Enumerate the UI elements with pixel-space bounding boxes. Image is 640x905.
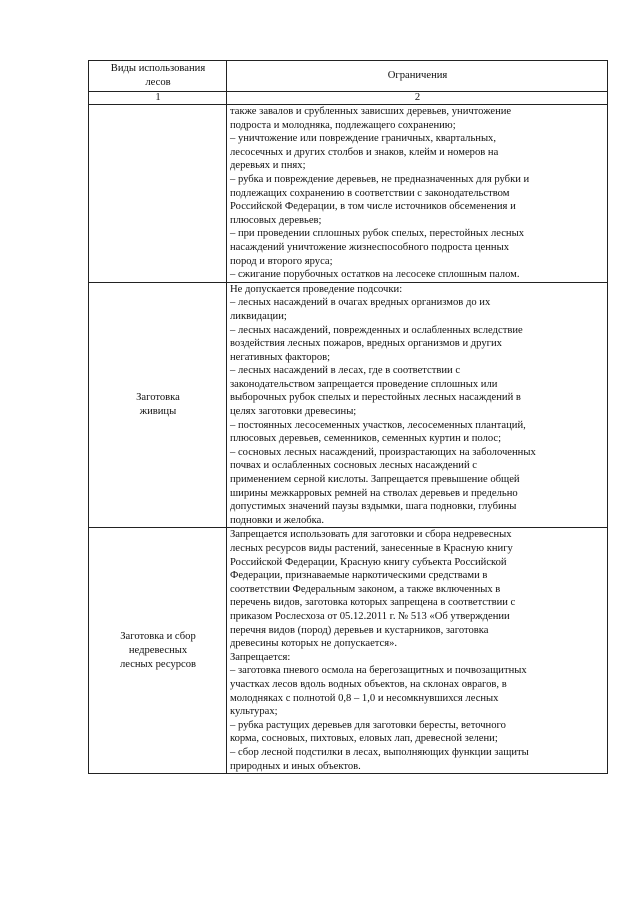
forest-use-type-line: Заготовка и сбор	[120, 631, 196, 643]
restriction-text-line: законодательством запрещается проведение сплошных или	[230, 378, 498, 390]
restriction-text-line: ликвидации;	[230, 310, 287, 322]
restriction-text-line: – сосновых лесных насаждений, произрастающих на заболоченных	[230, 446, 536, 458]
restriction-text-line: приказом Рослесхоза от 05.12.2011 г. № 513 «Об утверждении	[230, 610, 510, 622]
restriction-text-line: Не допускается проведение подсочки:	[230, 283, 403, 295]
header-forest-use-types	[89, 61, 227, 92]
restriction-text-line: почвах и ослабленных сосновых лесных насаждений с	[230, 460, 477, 472]
header-line: лесов	[145, 77, 171, 88]
restriction-text-line: ширины межкарровых ремней на стволах деревьев и предельно	[230, 487, 518, 499]
restrictions-cell	[227, 282, 608, 528]
restriction-text-line: – сжигание порубочных остатков на лесосеке сплошным палом.	[230, 269, 520, 281]
restriction-text-line: допустимых значений паузы вздымки, шага подновки, глубины	[230, 501, 517, 513]
restriction-text-line: – рубка и повреждение деревьев, не предназначенных для рубки и	[230, 173, 530, 185]
table-header-row	[89, 61, 608, 92]
forest-use-type-line: лесных ресурсов	[119, 658, 197, 670]
header-line: Виды использования	[110, 63, 206, 75]
table-row	[89, 528, 608, 774]
forest-use-type-cell	[89, 282, 227, 528]
restriction-text-line: насаждений уничтожение жизнеспособного подроста ценных	[230, 241, 509, 253]
column-number-1: 1	[89, 92, 227, 105]
restriction-text-line: перечня видов (пород) деревьев и кустарников, заготовка	[230, 624, 489, 636]
restriction-text-line: культурах;	[230, 706, 278, 718]
restriction-text-line: лесных ресурсов виды растений, занесенные в Красную книгу	[230, 543, 513, 554]
forest-use-type-cell	[89, 105, 227, 283]
restriction-text-line: воздействия лесных пожаров, вредных организмов и других	[230, 338, 502, 350]
column-number-row	[89, 92, 608, 105]
restriction-text-line: Запрещается использовать для заготовки и сбора недревесных	[230, 529, 512, 541]
restriction-text-line: применением серной кислоты. Запрещается превышение общей	[230, 474, 520, 486]
restriction-text-line: подновки и желобка.	[230, 514, 324, 526]
restriction-text-line: соответствии Федеральным законом, а также включенных в	[230, 583, 501, 595]
forest-use-type-cell	[89, 528, 227, 774]
table-row	[89, 105, 608, 283]
restriction-text-line: выборочных рубок спелых и перестойных лесных насаждений в	[230, 392, 521, 404]
header-restrictions: Ограничения	[227, 61, 608, 92]
restriction-text-line: подроста и молодняка, подлежащего сохранению;	[230, 119, 456, 131]
restriction-text-line: перечень видов, заготовка которых запрещена в соответствии с	[230, 597, 516, 609]
restriction-text-line: Российской Федерации, Красную книгу субъекта Российской	[230, 556, 507, 568]
restriction-text-line: – заготовка пневого осмола на берегозащитных и почвозащитных	[230, 665, 527, 677]
forest-use-type-line: Заготовка	[136, 392, 180, 404]
restrictions-cell	[227, 528, 608, 774]
restriction-text-line: пород и второго яруса;	[230, 255, 333, 267]
restrictions-cell	[227, 105, 608, 283]
restriction-text-line: – лесных насаждений в очагах вредных организмов до их	[230, 297, 491, 309]
restriction-text-line: лесосечных и других столбов и знаков, клейм и номеров на	[230, 146, 499, 158]
table-row	[89, 282, 608, 528]
restriction-text-line: негативных факторов;	[230, 351, 331, 363]
restriction-text-line: плюсовых деревьев;	[230, 214, 322, 226]
restriction-text-line: – рубка растущих деревьев для заготовки бересты, веточного	[230, 719, 506, 731]
restriction-text-line: участках лесов вдоль водных объектов, на склонах оврагов, в	[230, 678, 507, 690]
restriction-text-line: – лесных насаждений в лесах, где в соответствии с	[230, 365, 461, 377]
restriction-text-line: целях заготовки древесины;	[230, 406, 357, 418]
restriction-text-line: Российской Федерации, в том числе источников обсеменения и	[230, 201, 516, 213]
restriction-text-line: – лесных насаждений, поврежденных и ослабленных вследствие	[230, 324, 523, 336]
restriction-text-line: – постоянных лесосеменных участков, лесосеменных плантаций,	[230, 419, 526, 431]
restriction-text-line: – сбор лесной подстилки в лесах, выполняющих функции защиты	[230, 746, 529, 758]
restriction-text-line: Запрещается:	[230, 651, 291, 663]
restriction-text-line: молодняках с полнотой 0,8 – 1,0 и несомкнувшихся лесных	[230, 692, 499, 704]
restriction-text-line: также завалов и срубленных зависших деревьев, уничтожение	[230, 106, 512, 117]
restriction-text-line: корма, сосновых, пихтовых, еловых лап, древесной зелени;	[230, 733, 498, 745]
restrictions-table	[88, 60, 608, 774]
forest-use-type-line: недревесных	[128, 644, 188, 656]
forest-use-type-line: живицы	[139, 406, 177, 418]
restriction-text-line: деревьях и пнях;	[230, 160, 306, 172]
restriction-text-line: древесины которых не допускается».	[230, 638, 398, 650]
restriction-text-line: – уничтожение или повреждение граничных, квартальных,	[230, 133, 497, 145]
restriction-text-line: Федерации, признаваемые наркотическими средствами в	[230, 570, 488, 582]
restriction-text-line: подлежащих сохранению в соответствии с законодательством	[230, 187, 510, 199]
restriction-text-line: природных и иных объектов.	[230, 760, 361, 772]
restriction-text-line: плюсовых деревьев, семенников, семенных куртин и полос;	[230, 433, 502, 445]
column-number-2: 2	[227, 92, 608, 105]
restriction-text-line: – при проведении сплошных рубок спелых, перестойных лесных	[230, 228, 525, 240]
